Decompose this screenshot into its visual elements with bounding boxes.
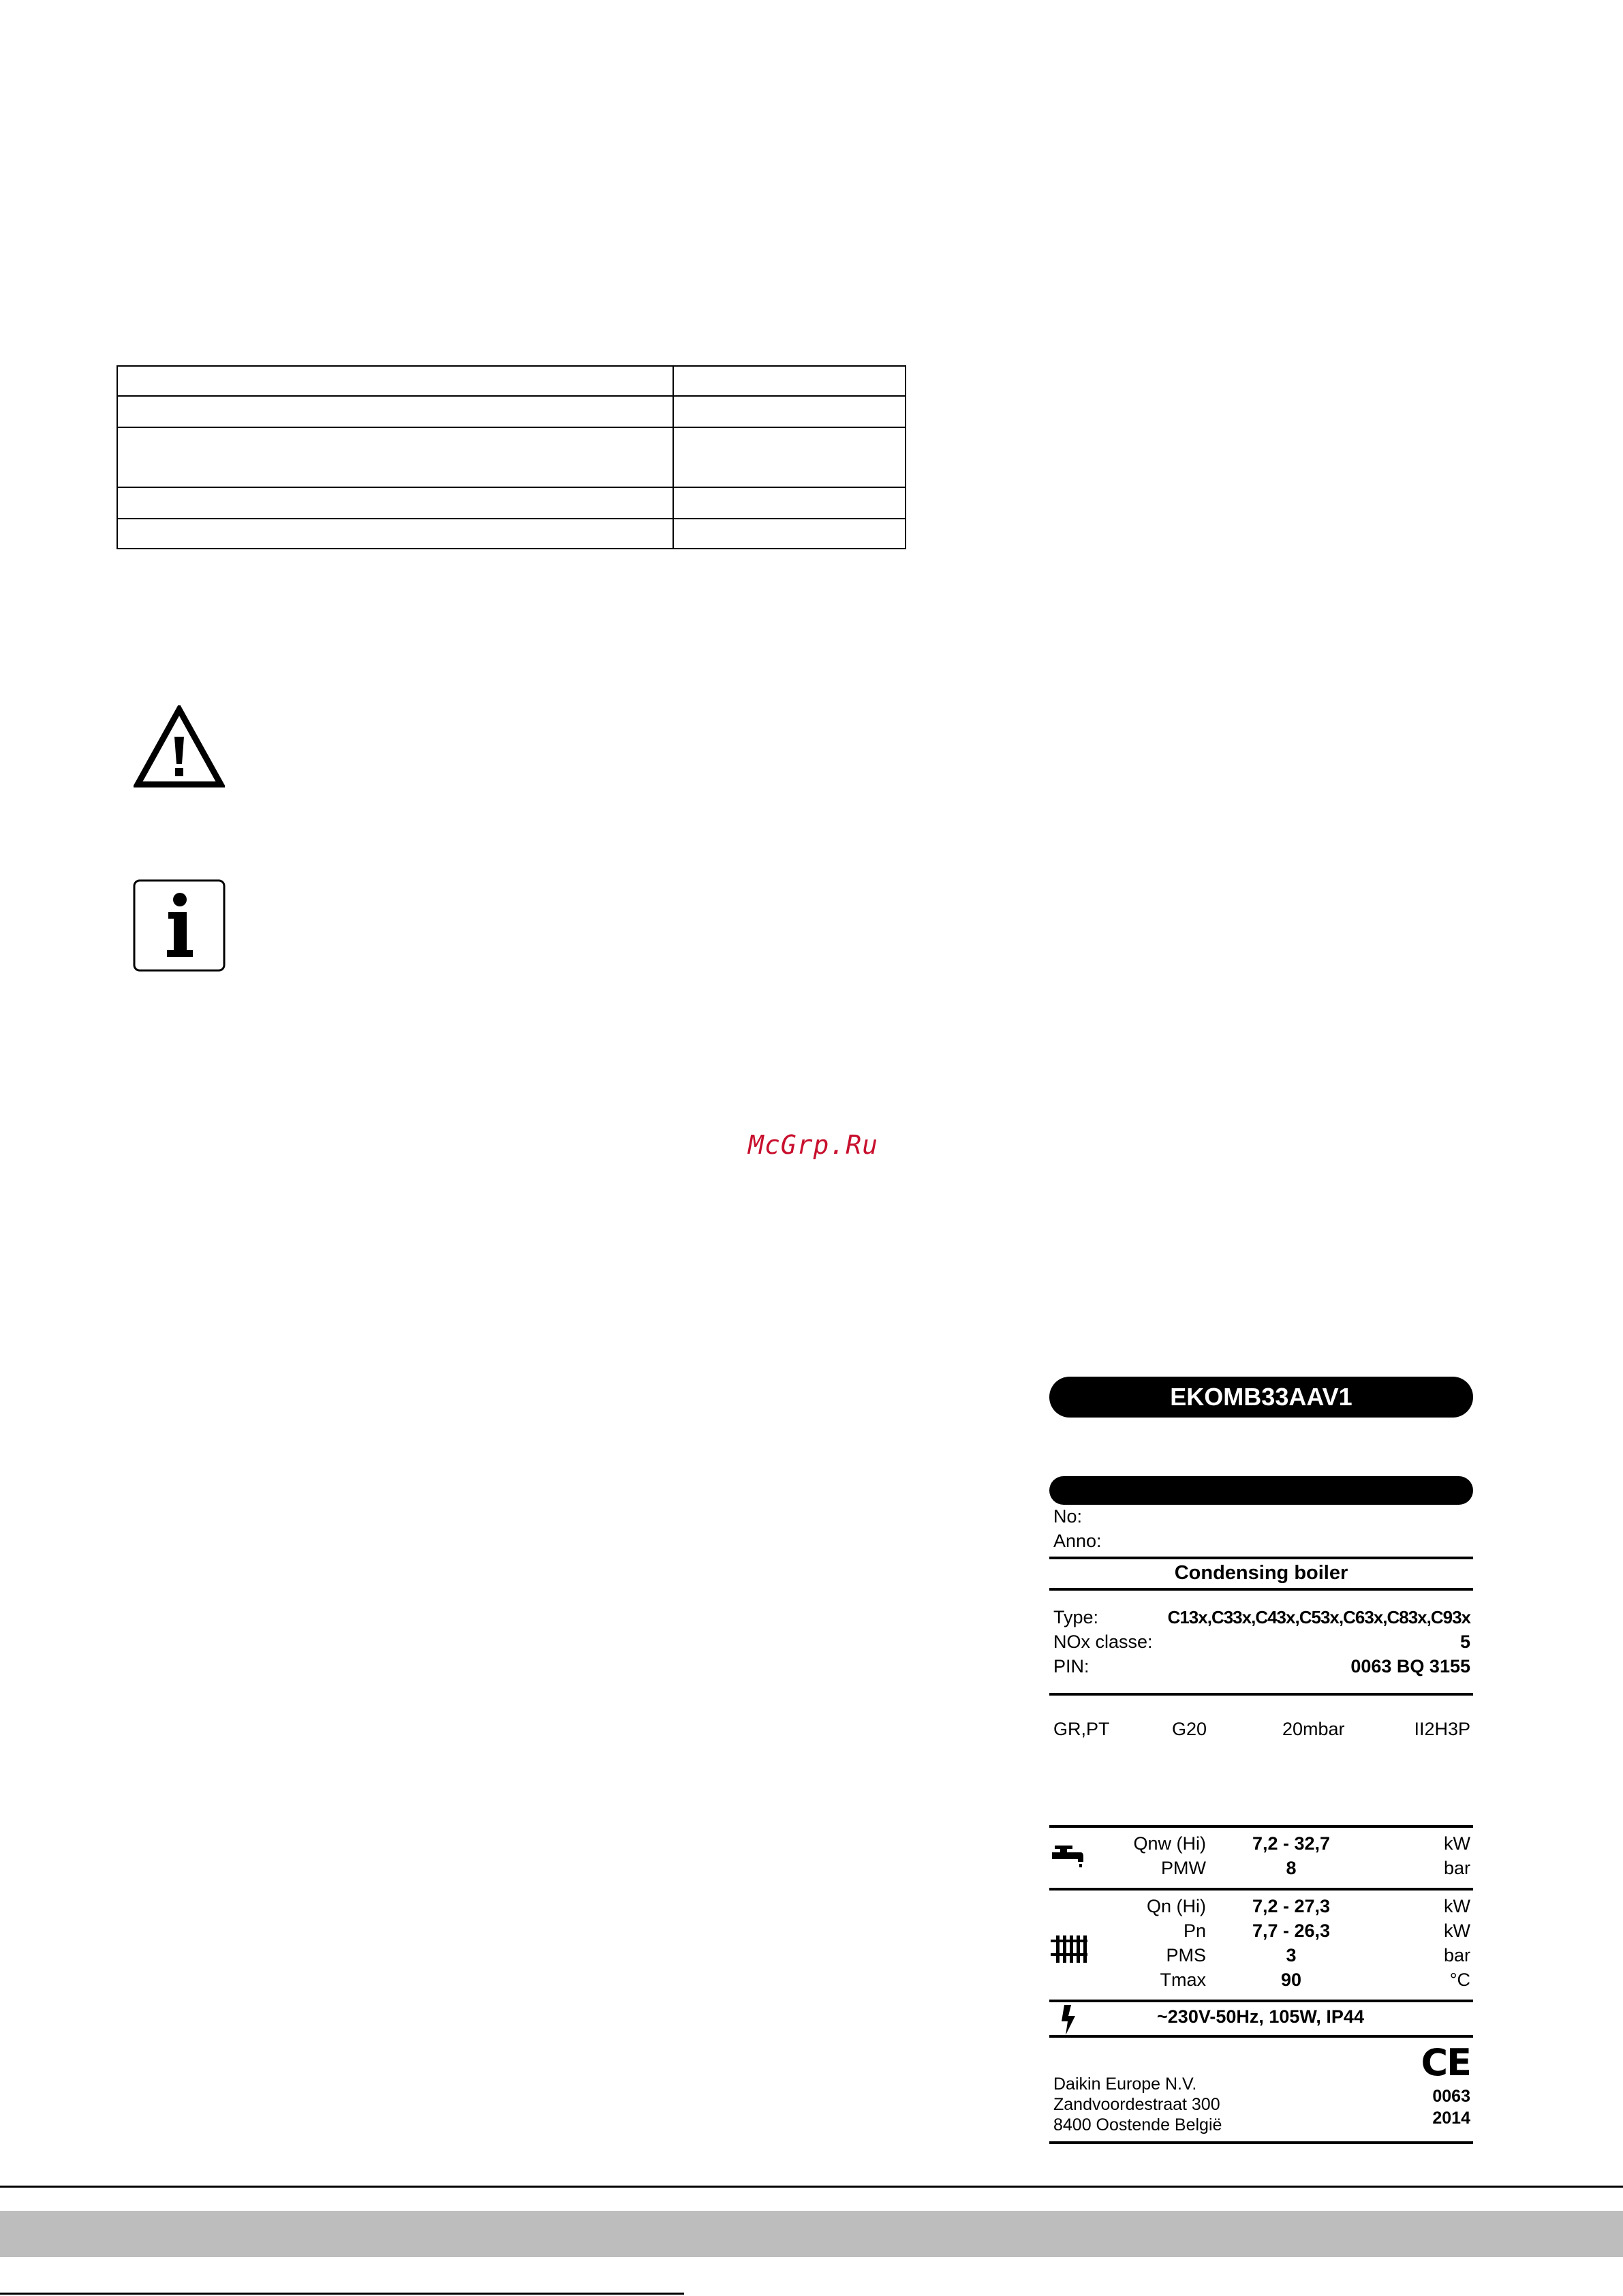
heating-label: Pn — [1183, 1920, 1206, 1941]
divider — [1049, 2035, 1473, 2038]
table-cell — [117, 366, 673, 396]
gas-pressure: 20mbar — [1282, 1719, 1345, 1739]
heating-unit: bar — [1443, 1945, 1470, 1965]
dhw-unit: bar — [1443, 1858, 1470, 1878]
heating-value: 7,2 - 27,3 — [1252, 1896, 1331, 1916]
type-value: C13x,C33x,C43x,C53x,C63x,C83x,C93x — [1167, 1607, 1470, 1627]
footer-rule — [0, 2186, 1623, 2188]
table-row — [117, 427, 906, 487]
table-cell — [673, 366, 906, 396]
heating-value: 3 — [1286, 1945, 1297, 1965]
pin-value: 0063 BQ 3155 — [1350, 1656, 1470, 1677]
heating-unit: °C — [1449, 1970, 1470, 1990]
heating-unit: kW — [1444, 1896, 1470, 1916]
table-row — [117, 366, 906, 396]
dhw-value: 7,2 - 32,7 — [1252, 1833, 1331, 1854]
lightning-icon — [1062, 2005, 1078, 2035]
footer-underline — [0, 2293, 684, 2295]
product-name: Condensing boiler — [1174, 1562, 1348, 1584]
dhw-value: 8 — [1286, 1858, 1297, 1878]
divider — [1049, 1588, 1473, 1591]
info-icon — [133, 879, 226, 972]
table-cell — [673, 487, 906, 519]
footer-bar — [0, 2211, 1623, 2257]
table-cell — [673, 519, 906, 549]
table-cell — [673, 396, 906, 427]
nox-value: 5 — [1459, 1632, 1470, 1652]
manufacturer-name: Daikin Europe N.V. — [1053, 2075, 1197, 2094]
table-row — [117, 396, 906, 427]
table-cell — [117, 427, 673, 487]
ce-mark: CE — [1421, 2041, 1470, 2084]
table-row — [117, 519, 906, 549]
country-codes: GR,PT — [1053, 1719, 1110, 1739]
ce-number: 0063 — [1432, 2087, 1470, 2106]
table-cell — [117, 519, 673, 549]
nox-label: NOx classe: — [1053, 1632, 1153, 1652]
gas-category: II2H3P — [1414, 1719, 1470, 1739]
model-number: EKOMB33AAV1 — [1049, 1377, 1473, 1418]
heating-value: 90 — [1280, 1970, 1302, 1990]
dhw-label: PMW — [1161, 1858, 1206, 1878]
heating-unit: kW — [1444, 1920, 1470, 1941]
divider — [1049, 2141, 1473, 2144]
electrical-spec: ~230V-50Hz, 105W, IP44 — [1157, 2006, 1364, 2027]
divider — [1049, 1888, 1473, 1891]
dhw-unit: kW — [1444, 1833, 1470, 1854]
table-cell — [117, 487, 673, 519]
table-row — [117, 487, 906, 519]
heating-label: Qn (Hi) — [1147, 1896, 1206, 1916]
gas-type: G20 — [1172, 1719, 1207, 1739]
divider — [1049, 1693, 1473, 1696]
divider — [1049, 2000, 1473, 2002]
radiator-icon — [1051, 1935, 1087, 1963]
table-cell — [117, 396, 673, 427]
pin-label: PIN: — [1053, 1656, 1089, 1677]
table-cell — [673, 427, 906, 487]
divider — [1049, 1825, 1473, 1828]
empty-table — [117, 365, 906, 549]
divider — [1049, 1557, 1473, 1559]
dhw-label: Qnw (Hi) — [1133, 1833, 1206, 1854]
no-label: No: — [1053, 1506, 1083, 1527]
ce-year: 2014 — [1432, 2109, 1470, 2128]
heating-label: Tmax — [1160, 1970, 1206, 1990]
watermark: McGrp.Ru — [748, 1130, 879, 1160]
anno-label: Anno: — [1053, 1531, 1102, 1551]
type-label: Type: — [1053, 1607, 1099, 1627]
manufacturer-street: Zandvoordestraat 300 — [1053, 2095, 1220, 2114]
tap-icon — [1051, 1846, 1085, 1869]
heating-value: 7,7 - 26,3 — [1252, 1920, 1331, 1941]
manufacturer-city: 8400 Oostende België — [1053, 2115, 1222, 2134]
heating-label: PMS — [1166, 1945, 1206, 1965]
blank-band — [1049, 1476, 1473, 1505]
warning-icon — [134, 705, 225, 789]
